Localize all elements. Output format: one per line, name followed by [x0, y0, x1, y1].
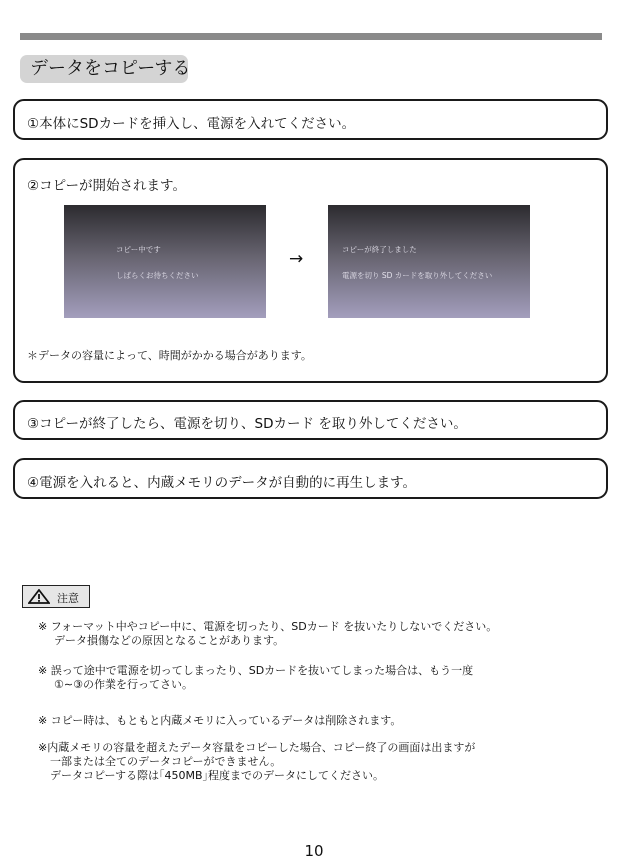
caution-item-1	[38, 620, 497, 648]
copy-done-screen-line-1: コピーが終了しました	[342, 245, 417, 254]
caution-item-3-line-1: ※ コピー時は、もともと内蔵メモリに入っているデータは削除されます。	[38, 714, 402, 727]
caution-item-2-line-2: ①∼③の作業を行ってさい。	[54, 678, 193, 691]
caution-item-4-line-3: データコピーする際は｢450MB｣程度までのデータにしてください。	[50, 769, 385, 782]
caution-item-4-line-2: 一部または全てのデータコピーができません。	[50, 755, 282, 768]
caution-item-4-line-1: ※内蔵メモリの容量を超えたデータ容量をコピーした場合、コピー終了の画面は出ますが	[38, 741, 476, 754]
top-rule	[20, 33, 602, 40]
copying-screen-line-2: しばらくお待ちください	[116, 271, 199, 280]
step-1-text: ①本体にSDカードを挿入し、電源を入れてください。	[27, 116, 356, 132]
page-number: 10	[304, 842, 324, 860]
caution-label: 注意	[57, 592, 79, 605]
step-4-box	[13, 458, 608, 499]
copying-screen-line-1: コピー中です	[116, 245, 161, 254]
caution-item-2	[38, 664, 473, 692]
step-3-box	[13, 400, 608, 440]
section-title: データをコピーする	[20, 55, 188, 83]
copy-done-screen	[328, 205, 530, 318]
caution-badge	[22, 585, 90, 608]
warning-triangle-icon	[28, 589, 50, 604]
step-4-text: ④電源を入れると、内蔵メモリのデータが自動的に再生します。	[27, 475, 417, 491]
caution-item-3	[38, 714, 401, 728]
caution-item-1-line-2: データ損傷などの原因となることがあります。	[54, 634, 285, 647]
step-1-box	[13, 99, 608, 140]
step-3-text: ③コピーが終了したら、電源を切り、SDカード を取り外してください。	[27, 416, 467, 432]
right-arrow-icon: →	[289, 249, 304, 269]
caution-item-1-line-1: ※ フォーマット中やコピー中に、電源を切ったり、SDカード を抜いたりしないでください。	[38, 620, 498, 633]
step-2-box	[13, 158, 608, 383]
copying-screen	[64, 205, 266, 318]
caution-item-2-line-1: ※ 誤って途中で電源を切ってしまったり、SDカードを抜いてしまった場合は、もう一度	[38, 664, 474, 677]
step-2-note: ＊データの容量によって、時間がかかる場合があります。	[27, 349, 312, 362]
step-2-text: ②コピーが開始されます。	[27, 178, 186, 194]
caution-item-4	[38, 741, 475, 783]
copy-done-screen-line-2: 電源を切り SD カードを取り外してください	[342, 271, 493, 280]
